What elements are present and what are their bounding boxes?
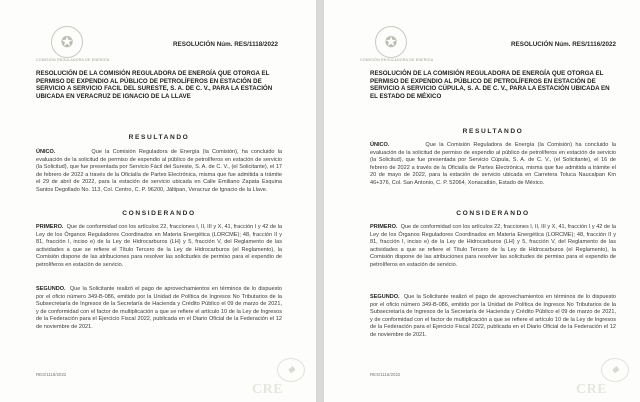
resolution-title: RESOLUCIÓN DE LA COMISIÓN REGULADORA DE ENERGÍA QUE OTORGA EL PERMISO DE EXPENDIO AL PÚBLICO DE PETROLÍFEROS EN ESTACIÓN DE SERVICIO A SERVICIO CÚPULA, S. A. DE C. V., PARA LA ESTACIÓN UBICADA EN EL ESTADO DE MÉXICO: [370, 70, 610, 100]
document-page-left: [0, 0, 316, 402]
national-seal-icon: ✪: [51, 26, 83, 58]
segundo-paragraph: [370, 294, 616, 339]
resolution-number: RESOLUCIÓN Núm. RES/1118/2022: [173, 41, 278, 48]
unico-text: Que la Comisión Reguladora de Energía (la Comisión) ha concluido la evaluación de la solicitud de permiso de expendio al público de petrolíferos en estación de servicio (la Solicitud), que fue presentada por Servicio Cúpula, S. A. de C. V., (el Solicitante), el 16 de febrero de 2022 a través de la Oficialía de Partes Electrónica, misma que fue admitida a trámite el 20 de mayo de 2022, para la estación de servicio ubicada en Carretera Toluca Naucalpan Km 46+376, Col. San Antonio, C. P. 52064, Xonacatlán, Estado de México.: [370, 142, 616, 186]
agency-name: COMISIÓN REGULADORA DE ENERGÍA: [360, 58, 434, 62]
unico-label: ÚNICO.: [36, 149, 56, 155]
resultando-heading: RESULTANDO: [128, 134, 190, 141]
unico-paragraph: [36, 149, 282, 194]
primero-text: Que de conformidad con los artículos 22, fracciones I, II, III y X, 41, fracción I y 42 de la Ley de los Órganos Reguladores Coordinados en Materia Energética (LORCME); 48, fracción II y 81, fracción I, inciso e) de la Ley de Hidrocarburos (LH) y 5, fracción V, del Reglamento de las actividades a que se refiere el Título Tercero de la Ley de Hidrocarburos (el Reglamento), la Comisión dispone de las atribuciones para resolver las solicitudes de permiso para el expendio de petrolíferos en estación de servicio.: [36, 224, 282, 268]
primero-label: PRIMERO.: [36, 224, 64, 230]
primero-paragraph: [370, 224, 616, 269]
cre-watermark-icon: ❖: [277, 358, 305, 382]
cre-watermark-text: CRE: [576, 382, 608, 397]
primero-label: PRIMERO.: [370, 224, 398, 230]
agency-name: COMISIÓN REGULADORA DE ENERGÍA: [36, 58, 110, 62]
primero-text: Que de conformidad con los artículos 22, fracciones I, II, III y X, 41, fracción I y 42 de la Ley de los Órganos Reguladores Coordinados en Materia Energética (LORCME); 48, fracción II y 81, fracción I, inciso e) de la Ley de Hidrocarburos (LH) y 5, fracción V, del Reglamento de las actividades a que se refiere el Título Tercero de la Ley de Hidrocarburos (el Reglamento), la Comisión dispone de las atribuciones para resolver las solicitudes de permiso para el expendio de petrolíferos en estación de servicio.: [370, 224, 616, 268]
cre-watermark-icon: ❖: [601, 358, 629, 382]
page-footer-code: RES/1116/2022: [370, 372, 401, 377]
segundo-label: SEGUNDO.: [36, 286, 66, 292]
resolution-number: RESOLUCIÓN Núm. RES/1116/2022: [511, 41, 616, 48]
considerando-heading: CONSIDERANDO: [456, 210, 530, 217]
segundo-label: SEGUNDO.: [370, 294, 400, 300]
segundo-paragraph: [36, 286, 282, 331]
unico-label: ÚNICO.: [370, 142, 390, 148]
considerando-heading: CONSIDERANDO: [122, 210, 196, 217]
unico-text: Que la Comisión Reguladora de Energía (la Comisión), ha concluido la evaluación de la solicitud de permiso de expendio al público de petrolíferos en estación de servicio (la Solicitud), que fue presentada por Servicio Fácil del Sureste, S. A. de C. V., (el Solicitante), el 17 de febrero de 2022 a través de la Oficialía de Partes Electrónica, misma que fue admitida a trámite el 29 de abril de 2022, para la estación de servicio ubicada en Calle Emiliano Zapata Esquina Santos Degollado No. 113, Col. Centro, C. P. 96200, Jáltipan, Veracruz de Ignacio de la Llave.: [36, 149, 282, 193]
national-seal-icon: ✪: [375, 26, 407, 58]
cre-watermark-text: CRE: [252, 382, 284, 397]
segundo-text: Que la Solicitante realizó el pago de aprovechamientos en términos de lo dispuesto por el oficio número 349-B-086, emitido por la Unidad de Política de Ingresos No Tributarios de la Subsecretaría de Ingresos de la Secretaría de Hacienda y Crédito Público el 09 de marzo de 2021, y de conformidad con el factor de multiplicación a que se refiere el artículo 10 de la Ley de Ingresos de la Federación para el Ejercicio Fiscal 2022, publicada en el Diario Oficial de la Federación el 12 de noviembre de 2021.: [36, 286, 282, 330]
resultando-heading: RESULTANDO: [462, 128, 524, 135]
primero-paragraph: [36, 224, 282, 269]
unico-paragraph: [370, 142, 616, 187]
document-page-right: [324, 0, 640, 402]
page-footer-code: RES/1118/2022: [36, 372, 67, 377]
segundo-text: Que la Solicitante realizó el pago de aprovechamientos en términos de lo dispuesto por el oficio número 349-B-086, emitido por la Unidad de Política de Ingresos No Tributarios de la Subsecretaría de Ingresos de la Secretaría de Hacienda y Crédito Público el 09 de marzo de 2021, y de conformidad con el factor de multiplicación a que se refiere el artículo 10 de la Ley de Ingresos de la Federación para el Ejercicio Fiscal 2022, publicada en el Diario Oficial de la Federación el 12 de noviembre de 2021.: [370, 294, 616, 338]
resolution-title: RESOLUCIÓN DE LA COMISIÓN REGULADORA DE ENERGÍA QUE OTORGA EL PERMISO DE EXPENDIO AL PÚBLICO DE PETROLÍFEROS EN ESTACIÓN DE SERVICIO A SERVICIO FACIL DEL SURESTE, S. A. DE C. V., PARA LA ESTACIÓN UBICADA EN VERACRUZ DE IGNACIO DE LA LLAVE: [36, 70, 273, 100]
